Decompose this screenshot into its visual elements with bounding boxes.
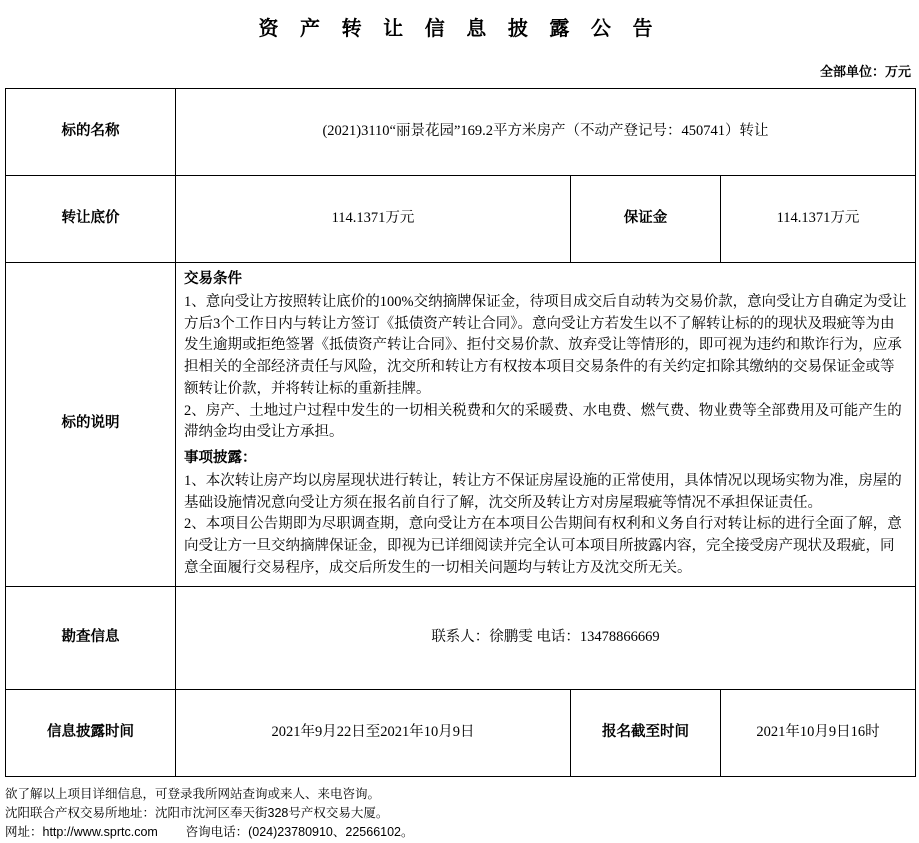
registration-deadline-label: 报名截至时间 [571,689,721,776]
trade-conditions-p1: 1、意向受让方按照转让底价的100%交纳摘牌保证金，待项目成交后自动转为交易价款，意向受让方自确定为受让方后3个工作日内与转让方签订《抵债资产转让合同》。意向受让方若发生以不了解转让标的的现状及瑕疵等为由发生逾期或拒绝签署《抵债资产转让合同》、拒付交易价款、放弃受让等情形的，即可视为违约和欺诈行为，应承担相关的全部经济责任与风险，沈交所和转让方有权按本项目交易条件的有关约定扣除其缴纳的交易保证金或等额转让价款，并将转让标的重新挂牌。 [184,293,907,397]
asset-name-value: (2021)3110“丽景花园”169.2平方米房产（不动产登记号：450741）转让 [176,89,916,176]
transfer-price-value: 114.1371万元 [176,176,571,263]
trade-conditions-title: 交易条件 [184,271,242,287]
trade-conditions-p2: 2、房产、土地过户过程中发生的一切相关税费和欠的采暖费、水电费、燃气费、物业费等全部费用及可能产生的滞纳金均由受让方承担。 [184,402,902,441]
disclosure-items-title: 事项披露： [184,450,257,466]
disclosure-table [5,88,916,777]
table-row [6,263,916,587]
table-row [6,586,916,689]
page-title: 资 产 转 让 信 息 披 露 公 告 [258,18,661,40]
table-row [6,176,916,263]
disclosure-items-p1: 1、本次转让房产均以房屋现状进行转让，转让方不保证房屋设施的正常使用，具体情况以现场实物为准，房屋的基础设施情况意向受让方须在报名前自行了解，沈交所及转让方对房屋瑕疵等情况不承担保证责任。 [184,472,902,511]
disclosure-items-p2: 2、本项目公告期即为尽职调查期，意向受让方在本项目公告期间有权利和义务自行对转让标的进行全面了解，意向受让方一旦交纳摘牌保证金，即视为已详细阅读并完全认可本项目所披露内容，完全接受房产现状及瑕疵，同意全面履行交易程序，成交后所发生的一切相关问题均与转让方及沈交所无关。 [184,516,902,576]
asset-name-label: 标的名称 [6,89,176,176]
asset-description-label: 标的说明 [6,263,176,587]
footer-notes [5,785,919,843]
disclosure-time-label: 信息披露时间 [6,689,176,776]
survey-info-value: 联系人：徐鹏雯 电话：13478866669 [176,586,916,689]
unit-note: 全部单位：万元 [819,64,911,79]
transfer-price-label: 转让底价 [6,176,176,263]
table-row [6,689,916,776]
registration-deadline-value: 2021年10月9日16时 [721,689,916,776]
deposit-value: 114.1371万元 [721,176,916,263]
footer-line-1: 欲了解以上项目详细信息，可登录我所网站查询或来人、来电咨询。 [5,786,381,801]
disclosure-time-value: 2021年9月22日至2021年10月9日 [176,689,571,776]
survey-info-label: 勘查信息 [6,586,176,689]
table-row [6,89,916,176]
footer-line-3: 网址：http://www.sprtc.com 咨询电话：(024)23780910、22566102。 [5,825,414,840]
deposit-label: 保证金 [571,176,721,263]
footer-line-2: 沈阳联合产权交易所地址：沈阳市沈河区奉天街328号产权交易大厦。 [5,805,389,820]
asset-description-value [176,263,916,587]
